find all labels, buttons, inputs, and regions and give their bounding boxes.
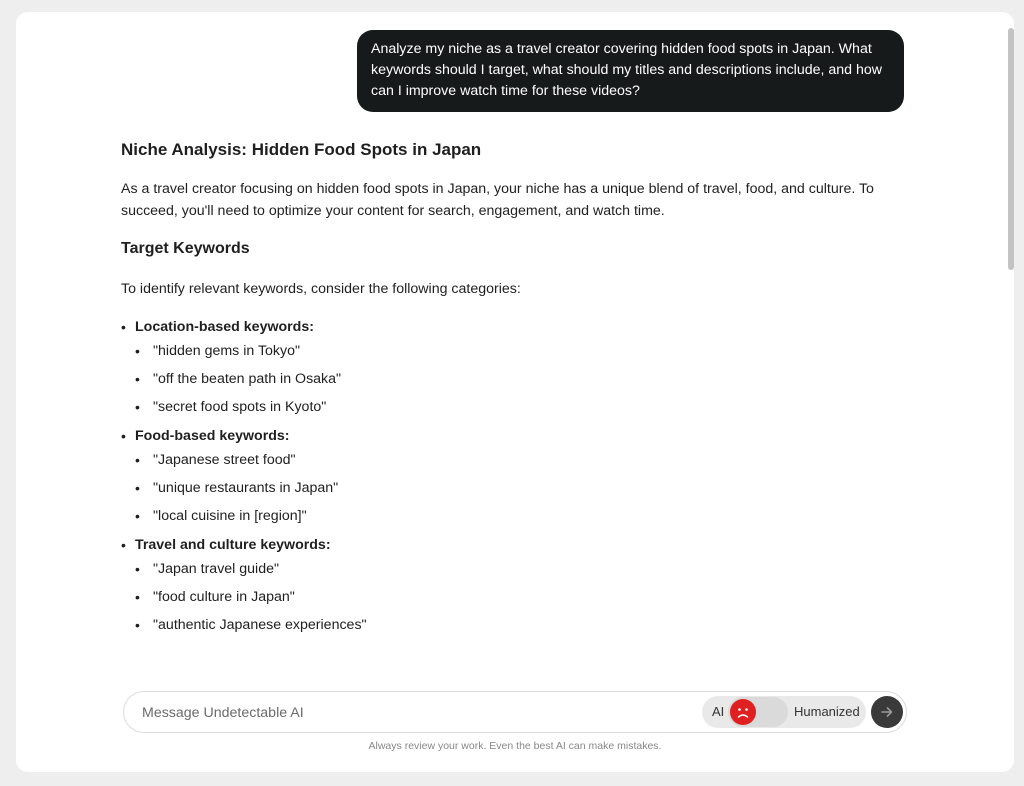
bullet-icon: • [135,617,140,633]
bullet-icon: • [121,428,126,444]
keyword-text: "off the beaten path in Osaka" [153,371,342,387]
user-message-bubble [357,30,904,112]
keyword-groups-list [121,316,911,636]
chat-window [16,12,1014,772]
keyword-group [121,425,911,527]
arrow-right-icon [879,704,895,720]
message-composer [123,691,907,733]
response-title: Niche Analysis: Hidden Food Spots in Japan [121,140,482,159]
list-item [135,586,911,608]
bullet-icon: • [135,561,140,577]
keyword-list [135,340,911,418]
message-input[interactable] [140,692,664,734]
list-item [135,477,911,499]
send-button[interactable] [871,696,903,728]
list-item [135,368,911,390]
sad-face-icon[interactable] [730,699,756,725]
list-item [135,614,911,636]
list-item [135,449,911,471]
assistant-response [121,138,911,643]
bullet-icon: • [121,537,126,553]
keyword-group-label: Travel and culture keywords: [135,537,331,553]
keyword-text: "hidden gems in Tokyo" [153,343,301,359]
list-item [135,558,911,580]
section-intro: To identify relevant keywords, consider the following categories: [121,281,521,297]
bullet-icon: • [135,343,140,359]
keyword-text: "Japan travel guide" [153,561,280,577]
keyword-text: "unique restaurants in Japan" [153,480,339,496]
bullet-icon: • [135,452,140,468]
keyword-group-label: Location-based keywords: [135,319,314,335]
sad-face-glyph [730,699,756,725]
bullet-icon: • [135,508,140,524]
keyword-text: "Japanese street food" [153,452,296,468]
user-message-text: Analyze my niche as a travel creator covering hidden food spots in Japan. What keywords should I target, what should my titles and descriptions include, and how can I improve watch time for these videos? [371,41,883,99]
bullet-icon: • [135,589,140,605]
humanize-toggle[interactable] [702,696,866,728]
list-item [135,340,911,362]
keyword-text: "secret food spots in Kyoto" [153,399,327,415]
toggle-track[interactable] [728,697,788,727]
keyword-group [121,534,911,636]
bullet-icon: • [135,480,140,496]
disclaimer-text: Always review your work. Even the best AI can make mistakes. [368,740,662,752]
keyword-group [121,316,911,418]
bullet-icon: • [135,399,140,415]
scrollbar-thumb[interactable] [1008,28,1014,270]
keyword-text: "authentic Japanese experiences" [153,617,367,633]
list-item [135,505,911,527]
response-intro: As a travel creator focusing on hidden food spots in Japan, your niche has a unique blend of travel, food, and culture. To succeed, you'll need to optimize your content for search, engagement, and watch time. [121,181,874,219]
keyword-text: "food culture in Japan" [153,589,295,605]
keyword-list [135,449,911,527]
toggle-humanized-label: Humanized [794,704,860,719]
bullet-icon: • [121,319,126,335]
bullet-icon: • [135,371,140,387]
keyword-list [135,558,911,636]
section-heading: Target Keywords [121,240,250,257]
list-item [135,396,911,418]
keyword-group-label: Food-based keywords: [135,428,290,444]
toggle-ai-label: AI [712,704,725,719]
keyword-text: "local cuisine in [region]" [153,508,307,524]
